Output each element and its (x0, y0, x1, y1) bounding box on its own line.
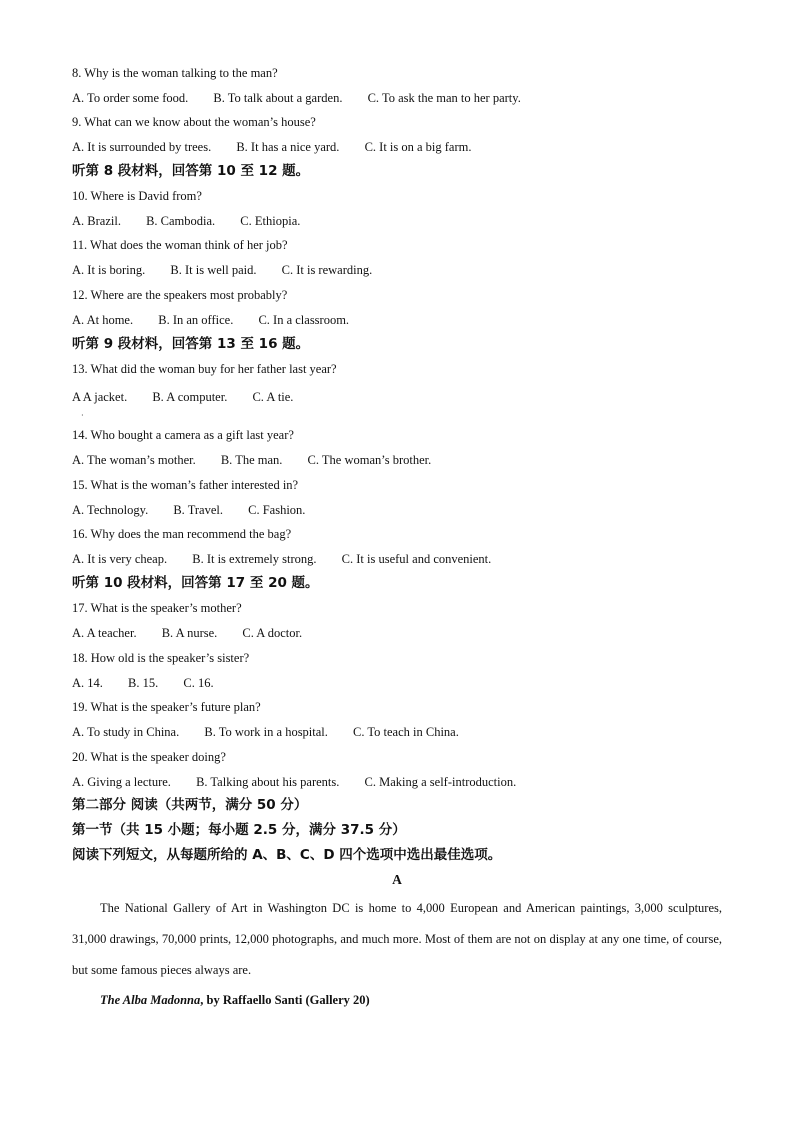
artwork-title: The Alba Madonna (100, 993, 201, 1007)
section-heading-10: 听第 10 段材料，回答第 17 至 20 题。 (72, 575, 319, 591)
option-a: A. A teacher. (72, 626, 137, 640)
option-c: C. In a classroom. (258, 313, 350, 327)
option-a: A. The woman’s mother. (72, 453, 196, 467)
options-14 (72, 452, 453, 468)
option-c: C. A doctor. (242, 626, 303, 640)
question-17: 17. What is the speaker’s mother? (72, 601, 242, 615)
question-9: 9. What can we know about the woman’s house? (72, 115, 316, 129)
option-a: A. It is surrounded by trees. (72, 140, 212, 154)
question-12: 12. Where are the speakers most probably? (72, 288, 288, 302)
option-b: B. 15. (128, 676, 159, 690)
option-a: A A jacket. (72, 390, 128, 404)
options-10 (72, 213, 322, 229)
question-11: 11. What does the woman think of her job? (72, 238, 288, 252)
question-13: 13. What did the woman buy for her father last year? (72, 362, 337, 376)
question-20: 20. What is the speaker doing? (72, 750, 226, 764)
question-15: 15. What is the woman’s father interested in? (72, 478, 299, 492)
option-b: B. It is extremely strong. (192, 552, 317, 566)
options-18 (72, 675, 236, 691)
section-heading-8: 听第 8 段材料，回答第 10 至 12 题。 (72, 163, 310, 179)
option-c: C. To ask the man to her party. (367, 91, 521, 105)
option-b: B. It is well paid. (170, 263, 257, 277)
option-b: B. Talking about his parents. (196, 775, 340, 789)
option-a: A. Technology. (72, 503, 149, 517)
option-a: A. 14. (72, 676, 103, 690)
option-c: C. The woman’s brother. (307, 453, 432, 467)
option-c: C. Fashion. (248, 503, 306, 517)
option-c: C. It is useful and convenient. (341, 552, 492, 566)
question-10: 10. Where is David from? (72, 189, 202, 203)
option-a: A. It is very cheap. (72, 552, 168, 566)
option-a: A. Giving a lecture. (72, 775, 171, 789)
question-16: 16. Why does the man recommend the bag? (72, 527, 292, 541)
option-c: C. Making a self-introduction. (364, 775, 517, 789)
option-b: B. Cambodia. (146, 214, 216, 228)
question-14: 14. Who bought a camera as a gift last year? (72, 428, 294, 442)
option-b: B. To talk about a garden. (213, 91, 343, 105)
option-c: C. To teach in China. (353, 725, 459, 739)
option-c: C. A tie. (252, 390, 294, 404)
options-13 (72, 389, 315, 405)
option-b: B. A nurse. (161, 626, 218, 640)
options-12 (72, 312, 371, 328)
options-11 (72, 262, 394, 278)
option-c: C. 16. (183, 676, 214, 690)
question-19: 19. What is the speaker’s future plan? (72, 700, 261, 714)
options-9 (72, 139, 494, 155)
option-a: A. Brazil. (72, 214, 121, 228)
option-b: B. Travel. (173, 503, 223, 517)
option-b: B. The man. (220, 453, 283, 467)
options-20 (72, 774, 538, 790)
option-c: C. It is on a big farm. (364, 140, 472, 154)
passage-letter: A (392, 872, 402, 887)
options-17 (72, 625, 324, 641)
subsection-heading: 第一节（共 15 小题；每小题 2.5 分，满分 37.5 分） (72, 822, 406, 838)
option-b: B. It has a nice yard. (236, 140, 340, 154)
question-18: 18. How old is the speaker’s sister? (72, 651, 250, 665)
passage-paragraph: The National Gallery of Art in Washington DC is home to 4,000 European and American paintings, 3,000 sculptures, 31,000 drawings, 70,000 prints, 12,000 photographs, and much more. Most of them are not on display at any one time, of course, but some famous pieces always are. (72, 901, 722, 977)
option-c: C. Ethiopia. (240, 214, 301, 228)
stray-dot: · (81, 411, 84, 420)
reading-instruction: 阅读下列短文，从每题所给的 A、B、C、D 四个选项中选出最佳选项。 (72, 847, 502, 863)
option-a: A. It is boring. (72, 263, 146, 277)
option-c: C. It is rewarding. (281, 263, 373, 277)
option-b: B. A computer. (152, 390, 228, 404)
artwork-credit: , by Raffaello Santi (Gallery 20) (200, 993, 370, 1007)
option-a: A. To study in China. (72, 725, 180, 739)
option-a: A. To order some food. (72, 91, 189, 105)
options-8 (72, 90, 543, 106)
part-heading: 第二部分 阅读（共两节，满分 50 分） (72, 797, 308, 813)
options-16 (72, 551, 513, 567)
option-b: B. To work in a hospital. (204, 725, 328, 739)
options-15 (72, 502, 327, 518)
option-a: A. At home. (72, 313, 134, 327)
section-heading-9: 听第 9 段材料，回答第 13 至 16 题。 (72, 336, 310, 352)
options-19 (72, 724, 481, 740)
question-8: 8. Why is the woman talking to the man? (72, 66, 278, 80)
artwork-caption (100, 993, 370, 1008)
option-b: B. In an office. (158, 313, 234, 327)
